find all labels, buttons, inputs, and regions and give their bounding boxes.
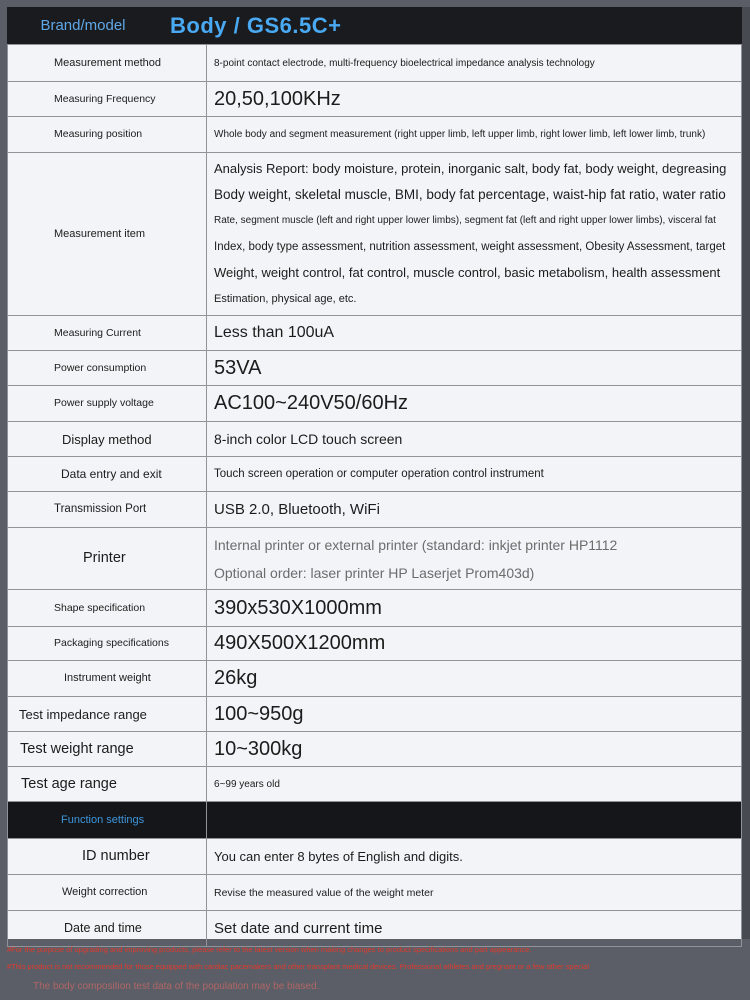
- row-value: Revise the measured value of the weight meter: [207, 875, 742, 911]
- row-key: Test impedance range: [8, 697, 207, 732]
- row-value: 8-inch color LCD touch screen: [207, 422, 742, 457]
- row-value: Touch screen operation or computer operation control instrument: [207, 457, 742, 492]
- row-key: Power consumption: [8, 351, 207, 386]
- table-row: [8, 911, 742, 947]
- row-key: Display method: [8, 422, 207, 457]
- row-key: Test age range: [8, 767, 207, 802]
- model-name: Body / GS6.5C+: [170, 13, 342, 38]
- row-key: ID number: [8, 839, 207, 875]
- row-key: Measurement method: [8, 45, 207, 82]
- spec-table: [7, 44, 742, 947]
- row-key: Shape specification: [8, 590, 207, 627]
- row-value: Whole body and segment measurement (right upper limb, left upper limb, right lower limb, left lower limb, trunk): [207, 117, 742, 153]
- value-line: Analysis Report: body moisture, protein, inorganic salt, body fat, body weight, degreasing: [214, 161, 727, 176]
- table-row: [8, 492, 742, 528]
- value-line: Index, body type assessment, nutrition assessment, weight assessment, Obesity Assessment, target: [214, 241, 726, 253]
- row-value: Set date and current time: [207, 911, 742, 947]
- table-row: [8, 697, 742, 732]
- row-key: Transmission Port: [8, 492, 207, 528]
- row-key: Test weight range: [8, 732, 207, 767]
- row-key: Measurement item: [8, 153, 207, 316]
- row-key: Measuring position: [8, 117, 207, 153]
- table-row: [8, 627, 742, 661]
- table-row: [8, 457, 742, 492]
- header-bar: [7, 7, 742, 44]
- row-value: 8-point contact electrode, multi-frequency bioelectrical impedance analysis technology: [207, 45, 742, 82]
- right-edge-strip: [742, 7, 750, 939]
- table-row: [8, 153, 742, 316]
- spec-sheet: [7, 7, 742, 939]
- row-key: Measuring Current: [8, 316, 207, 351]
- row-key: Packaging specifications: [8, 627, 207, 661]
- row-value: USB 2.0, Bluetooth, WiFi: [207, 492, 742, 528]
- row-value: You can enter 8 bytes of English and digits.: [207, 839, 742, 875]
- table-row: [8, 590, 742, 627]
- function-settings-label: Function settings: [8, 802, 207, 839]
- footnote-1: #For the purpose of upgrading and improving products, please refer to the latest version when making changes to product specifications and part appearance.: [7, 945, 532, 954]
- row-value: 6~99 years old: [207, 767, 742, 802]
- table-row: [8, 767, 742, 802]
- table-row: [8, 732, 742, 767]
- row-key: Power supply voltage: [8, 386, 207, 422]
- row-value: 26kg: [207, 661, 742, 697]
- table-row: [8, 661, 742, 697]
- row-value: 10~300kg: [207, 732, 742, 767]
- row-value: 53VA: [207, 351, 742, 386]
- table-row: [8, 351, 742, 386]
- value-line: Rate, segment muscle (left and right upper lower limbs), segment fat (left and right upper lower limbs), visceral fat: [214, 215, 716, 226]
- table-row: [8, 316, 742, 351]
- row-value: 20,50,100KHz: [207, 82, 742, 117]
- row-key: Weight correction: [8, 875, 207, 911]
- row-key: Printer: [8, 528, 207, 590]
- table-row: [8, 875, 742, 911]
- row-value: 490X500X1200mm: [207, 627, 742, 661]
- section-blank: [207, 802, 742, 839]
- row-key: Measuring Frequency: [8, 82, 207, 117]
- value-line: Body weight, skeletal muscle, BMI, body fat percentage, waist-hip fat ratio, water ratio: [214, 187, 726, 202]
- value-line: Estimation, physical age, etc.: [214, 293, 357, 305]
- value-line: Weight, weight control, fat control, muscle control, basic metabolism, health assessment: [214, 265, 721, 280]
- function-settings-section: [8, 802, 742, 839]
- table-row: [8, 386, 742, 422]
- brand-model-label: Brand/model: [40, 17, 126, 34]
- table-row: [8, 839, 742, 875]
- row-key: Data entry and exit: [8, 457, 207, 492]
- row-value: 390x530X1000mm: [207, 590, 742, 627]
- row-value: [207, 528, 742, 590]
- table-row: [8, 117, 742, 153]
- row-value: AC100~240V50/60Hz: [207, 386, 742, 422]
- table-row: [8, 528, 742, 590]
- footnote-2: #This product is not recommended for those equipped with cardiac pacemakers and other transplant medical devices. Professional athletes and pregnant or a few other special: [7, 962, 589, 971]
- row-value: [207, 153, 742, 316]
- row-key: Instrument weight: [8, 661, 207, 697]
- value-line: Optional order: laser printer HP Laserjet Prom403d): [214, 564, 535, 581]
- row-key: Date and time: [8, 911, 207, 947]
- table-row: [8, 45, 742, 82]
- table-row: [8, 422, 742, 457]
- value-line: Internal printer or external printer (standard: inkjet printer HP1112: [214, 536, 618, 553]
- row-value: Less than 100uA: [207, 316, 742, 351]
- row-value: 100~950g: [207, 697, 742, 732]
- footnote-3: The body composition test data of the population may be biased.: [33, 981, 320, 992]
- table-row: [8, 82, 742, 117]
